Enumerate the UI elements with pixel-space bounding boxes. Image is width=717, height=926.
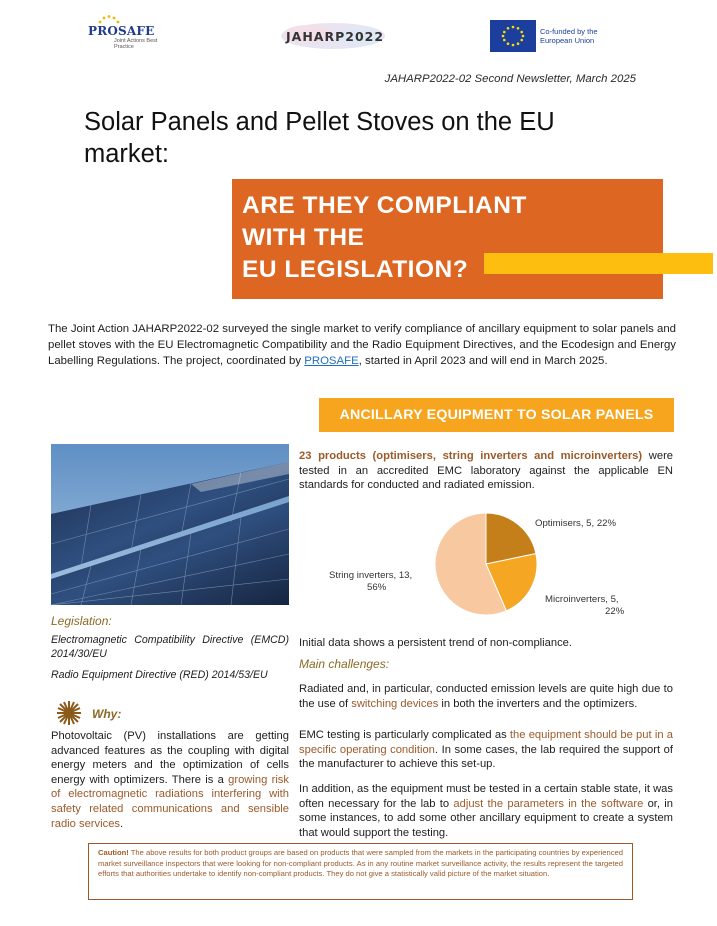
solar-panels-photo	[51, 444, 289, 605]
prosafe-tagline: Joint Actions Best Practice	[114, 38, 158, 50]
p3-text-end: or, in some instances, to add some other ancillary equipment to create a system that would support the testing.	[299, 797, 673, 839]
page-title: Solar Panels and Pellet Stoves on the EU market:	[84, 108, 555, 168]
pie-label-string-inverters	[329, 570, 415, 593]
why-label: Why:	[92, 707, 122, 721]
pie-label-string-cat: String inverters	[329, 570, 394, 581]
challenge-paragraph-1	[299, 682, 673, 711]
pie-label-string-pct: 56%	[367, 582, 387, 593]
p2-text-end: . In some cases, the lab required the support of the manufacturer to achieve this set-up.	[299, 743, 673, 771]
pie-label-optimisers	[535, 518, 617, 529]
why-heading	[52, 699, 252, 727]
banner-line-1: ARE THEY COMPLIANT	[242, 192, 527, 219]
p3-highlight: adjust the parameters in the software	[453, 797, 644, 810]
why-text-end: .	[120, 817, 124, 830]
intro-paragraph	[48, 321, 676, 369]
p1-text-end: in both the inverters and the optimizers.	[438, 697, 638, 710]
pie-label-micro-value: , 5,	[605, 594, 619, 605]
pie-label-optimisers-text: Optimisers, 5, 22%	[535, 518, 617, 529]
intro-text-end: , started in April 2023 and will end in March 2025.	[358, 355, 608, 367]
prosafe-logo	[84, 14, 164, 54]
challenge-paragraph-2	[299, 728, 673, 772]
why-highlight: growing risk of electromagnetic radiations interfering with safety related communications and sensible radio services	[51, 773, 289, 830]
eu-cofunded-text: Co-funded by the European Union	[540, 27, 598, 45]
jaharp-wordmark: JAHARP2022	[286, 29, 385, 44]
why-text: Photovoltaic (PV) installations are getting advanced features as the coupling with digital energy meters and the optimization of cells energy with optimizers. There is a	[51, 730, 289, 786]
legislation-emcd: Electromagnetic Compatibility Directive (EMCD) 2014/30/EU	[51, 634, 289, 660]
challenges-label: Main challenges:	[299, 657, 390, 671]
p1-highlight: switching devices	[351, 697, 439, 710]
intro-text: The Joint Action JAHARP2022-02 surveyed the single market to verify compliance of ancillary equipment to solar panels and pellet stoves with the EU Electromagnetic Compatibility and the Radio Equipment Directives, and the Ecodesign and Energy Labelling Regulations. The project, coordinated by	[48, 323, 676, 367]
initial-data-text: Initial data shows a persistent trend of non-compliance.	[299, 637, 573, 649]
jaharp-logo	[278, 20, 388, 52]
products-text: were tested in an accredited EMC laboratory against the applicable EN standards for conducted and radiated emission.	[299, 450, 674, 492]
pie-label-micro-pct: 22%	[605, 606, 625, 617]
products-pie-chart	[299, 500, 673, 630]
accent-bar	[484, 253, 713, 274]
p2-text: EMC testing is particularly complicated as	[299, 729, 510, 741]
products-paragraph	[299, 449, 673, 493]
p3-text: In addition, as the equipment must be tested in a certain stable state, it was often necessary for the lab to	[299, 783, 673, 810]
caution-box	[88, 843, 633, 900]
sun-icon	[54, 699, 84, 727]
caution-text: The above results for both product groups are based on products that were sampled from the markets in the participating countries by experienced market surveillance inspectors that were looking for non-compliant products. As in any routine market surveillance activity, the results represent the targeted efforts that authorities undertake to identify non-compliant products. They do not give a statistically valid picture of the market situation.	[98, 848, 623, 879]
eu-cofunded-logo	[490, 20, 640, 54]
section-header: ANCILLARY EQUIPMENT TO SOLAR PANELS	[319, 398, 674, 432]
p2-highlight: the equipment should be put in a specific operating condition	[299, 729, 673, 756]
caution-label: Caution!	[98, 848, 129, 857]
prosafe-link[interactable]: PROSAFE	[304, 355, 359, 367]
pie-label-micro-cat: Microinverters	[545, 594, 606, 605]
products-highlight: 23 products (optimisers, string inverters and microinverters)	[299, 450, 643, 462]
banner-line-3: EU LEGISLATION?	[242, 256, 469, 283]
p1-text: Radiated and, in particular, conducted emission levels are quite high due to the use of	[299, 683, 673, 710]
newsletter-line: JAHARP2022-02 Second Newsletter, March 2025	[384, 73, 636, 85]
banner-line-2: WITH THE	[242, 224, 365, 251]
pie-label-string-value: , 13,	[393, 570, 413, 581]
challenge-paragraph-3	[299, 782, 673, 840]
legislation-red: Radio Equipment Directive (RED) 2014/53/EU	[51, 669, 268, 681]
eu-flag-icon	[490, 20, 536, 52]
legislation-label: Legislation:	[51, 614, 112, 628]
question-banner	[232, 179, 663, 299]
prosafe-name: PROSAFE	[88, 24, 155, 38]
why-paragraph	[51, 729, 289, 831]
pie-label-microinverters	[545, 594, 625, 617]
